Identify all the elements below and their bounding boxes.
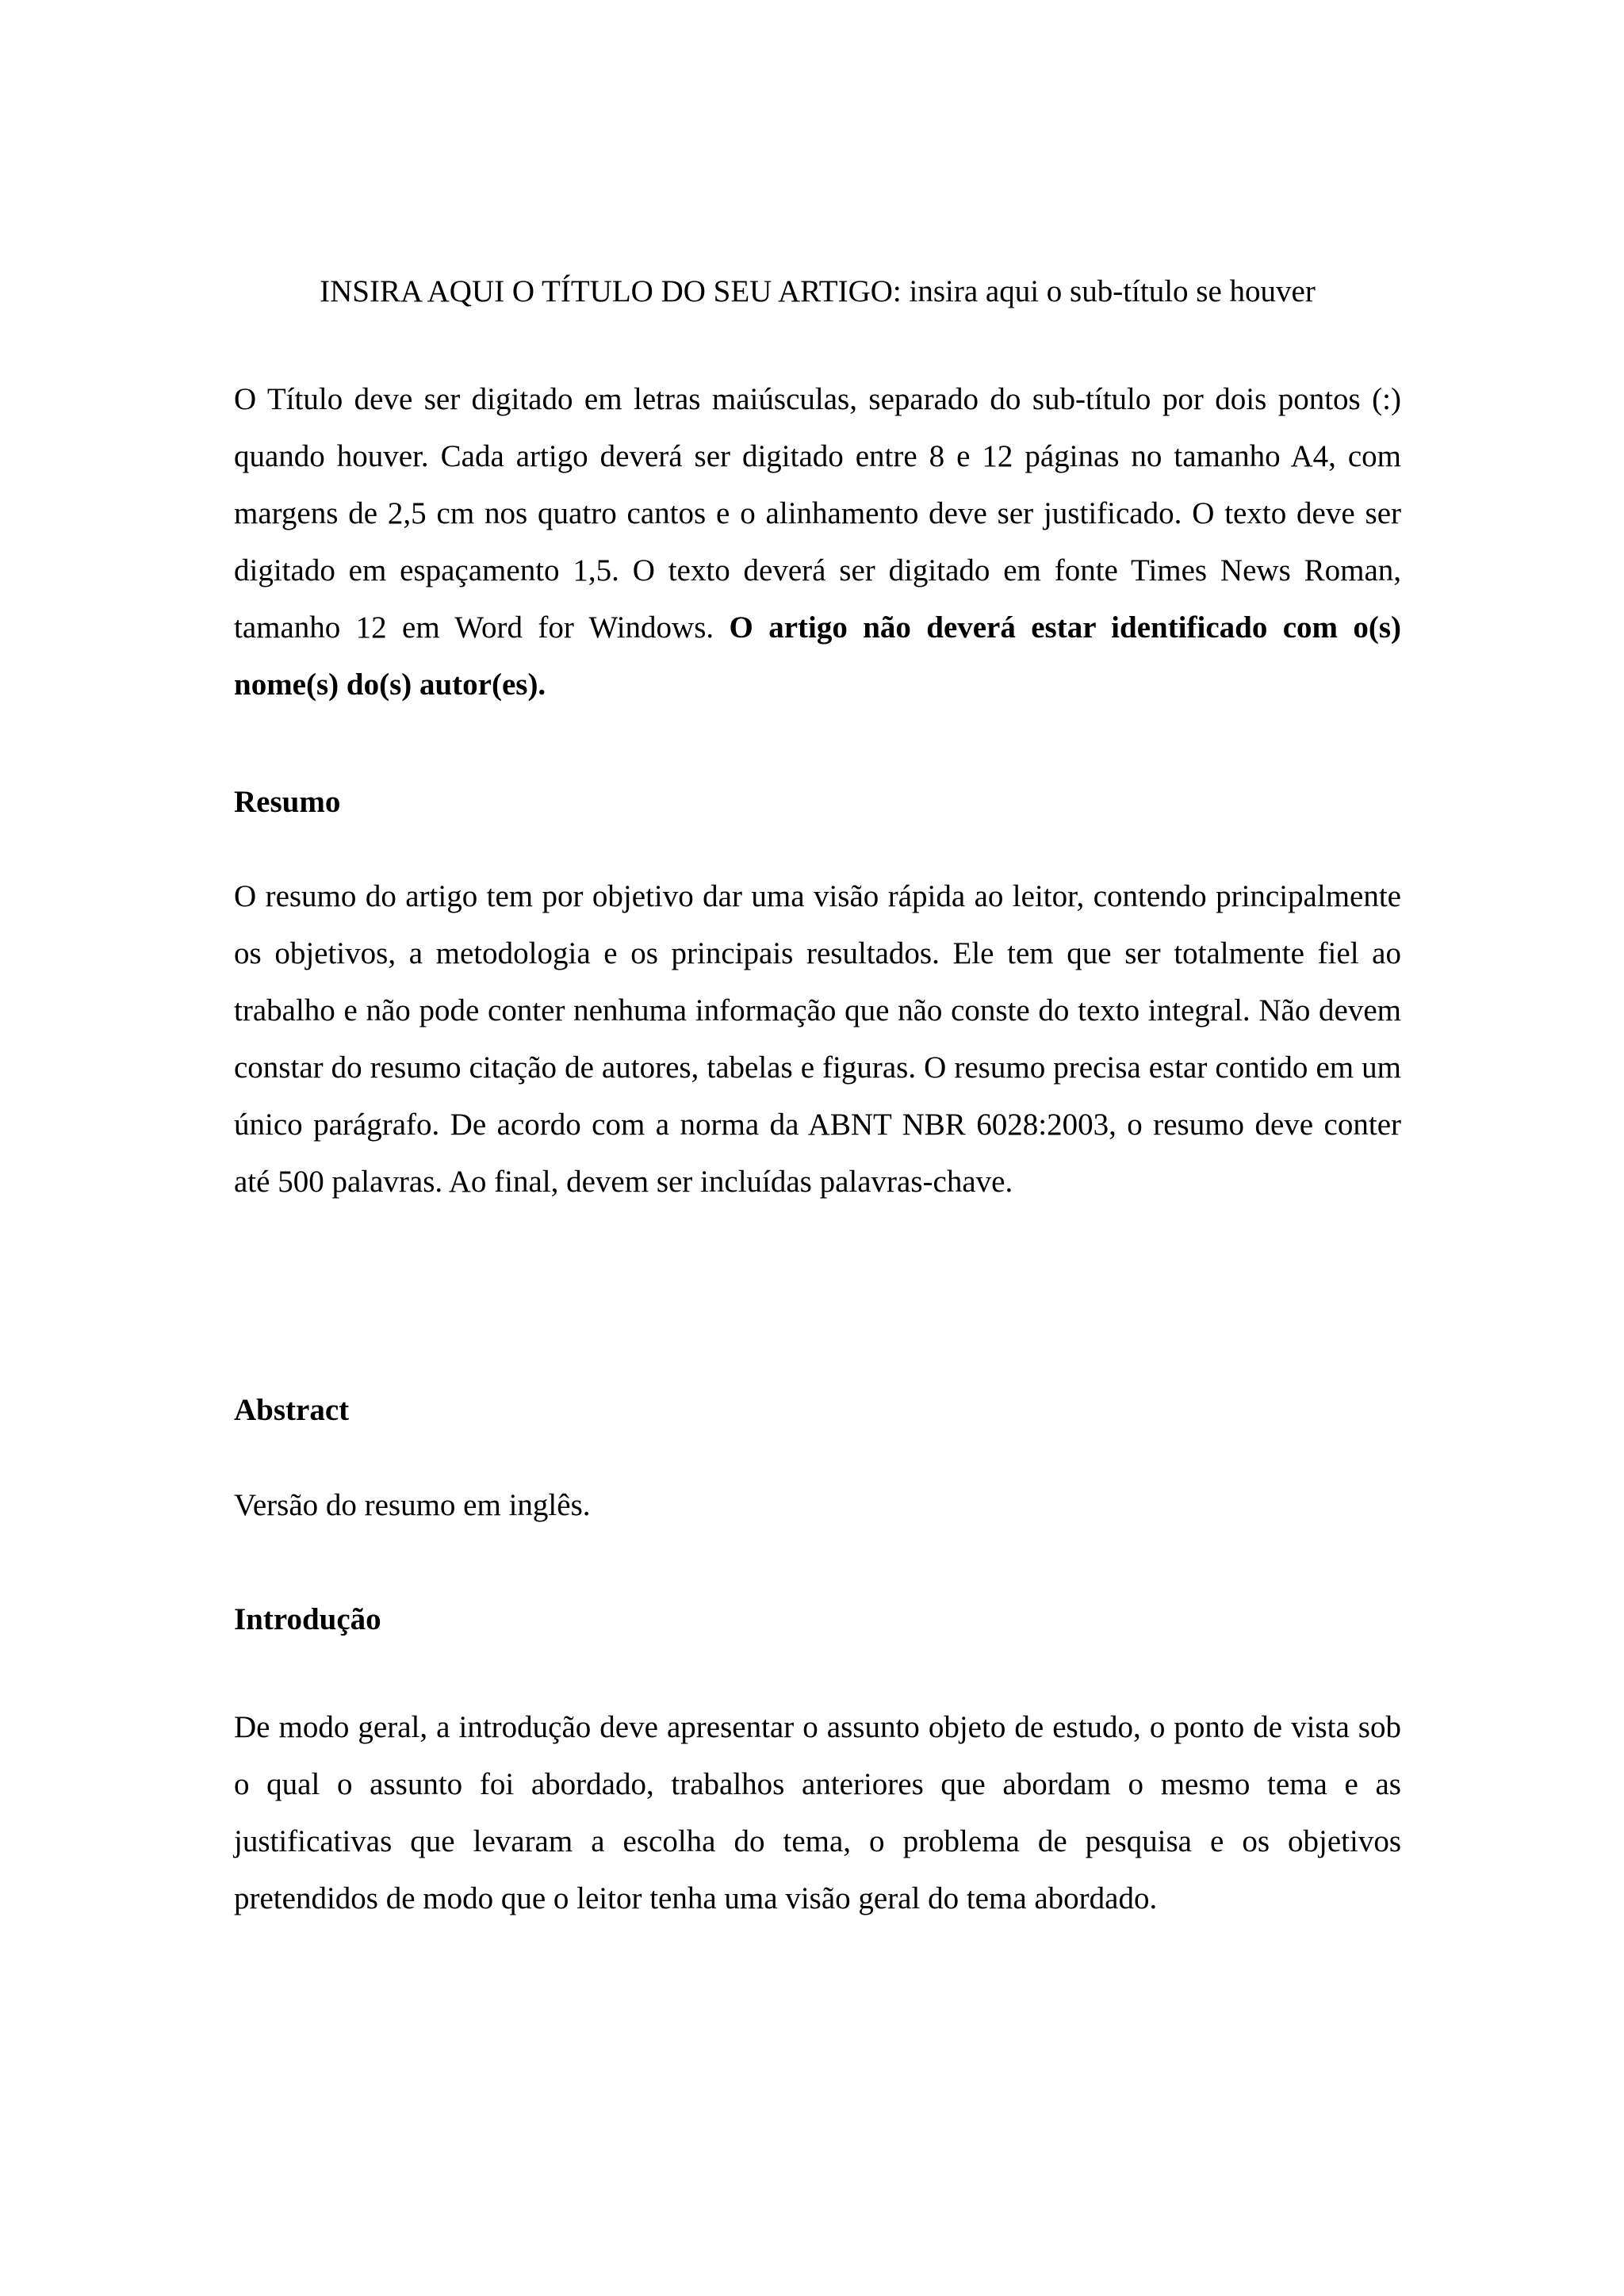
instructions-text: O Título deve ser digitado em letras maiúsculas, separado do sub-título por dois pontos (:) quando houver. Cada artigo deverá ser digitado entre 8 e 12 páginas no tamanho A4, com margens de 2,5 cm nos quatro cantos e o alinhamento deve ser justificado. O texto deve ser digitado em espaçamento 1,5. O texto deverá ser digitado em fonte Times News Roman, tamanho 12 em Word for Windows.	[234, 382, 1401, 645]
resumo-paragraph: O resumo do artigo tem por objetivo dar uma visão rápida ao leitor, contendo principalmente os objetivos, a metodologia e os principais resultados. Ele tem que ser totalmente fiel ao trabalho e não pode conter nenhuma informação que não conste do texto integral. Não devem constar do resumo citação de autores, tabelas e figuras. O resumo precisa estar contido em um único parágrafo. De acordo com a norma da ABNT NBR 6028:2003, o resumo deve conter até 500 palavras. Ao final, devem ser incluídas palavras-chave.	[234, 879, 1401, 1199]
article-title: INSIRA AQUI O TÍTULO DO SEU ARTIGO: insira aqui o sub-título se houver	[320, 274, 1316, 308]
instructions-bold-text: O artigo não deverá estar identificado com o(s) nome(s) do(s) autor(es).	[234, 610, 1402, 702]
introducao-paragraph: De modo geral, a introdução deve apresentar o assunto objeto de estudo, o ponto de vista sob o qual o assunto foi abordado, trabalhos anteriores que abordam o mesmo tema e as justificativas que levaram a escolha do tema, o problema de pesquisa e os objetivos pretendidos de modo que o leitor tenha uma visão geral do tema abordado.	[234, 1710, 1401, 1915]
resumo-heading: Resumo	[234, 785, 341, 819]
instructions-paragraph	[234, 371, 1401, 714]
abstract-heading: Abstract	[234, 1393, 350, 1427]
introducao-heading: Introdução	[234, 1602, 381, 1636]
abstract-paragraph: Versão do resumo em inglês.	[234, 1488, 591, 1522]
